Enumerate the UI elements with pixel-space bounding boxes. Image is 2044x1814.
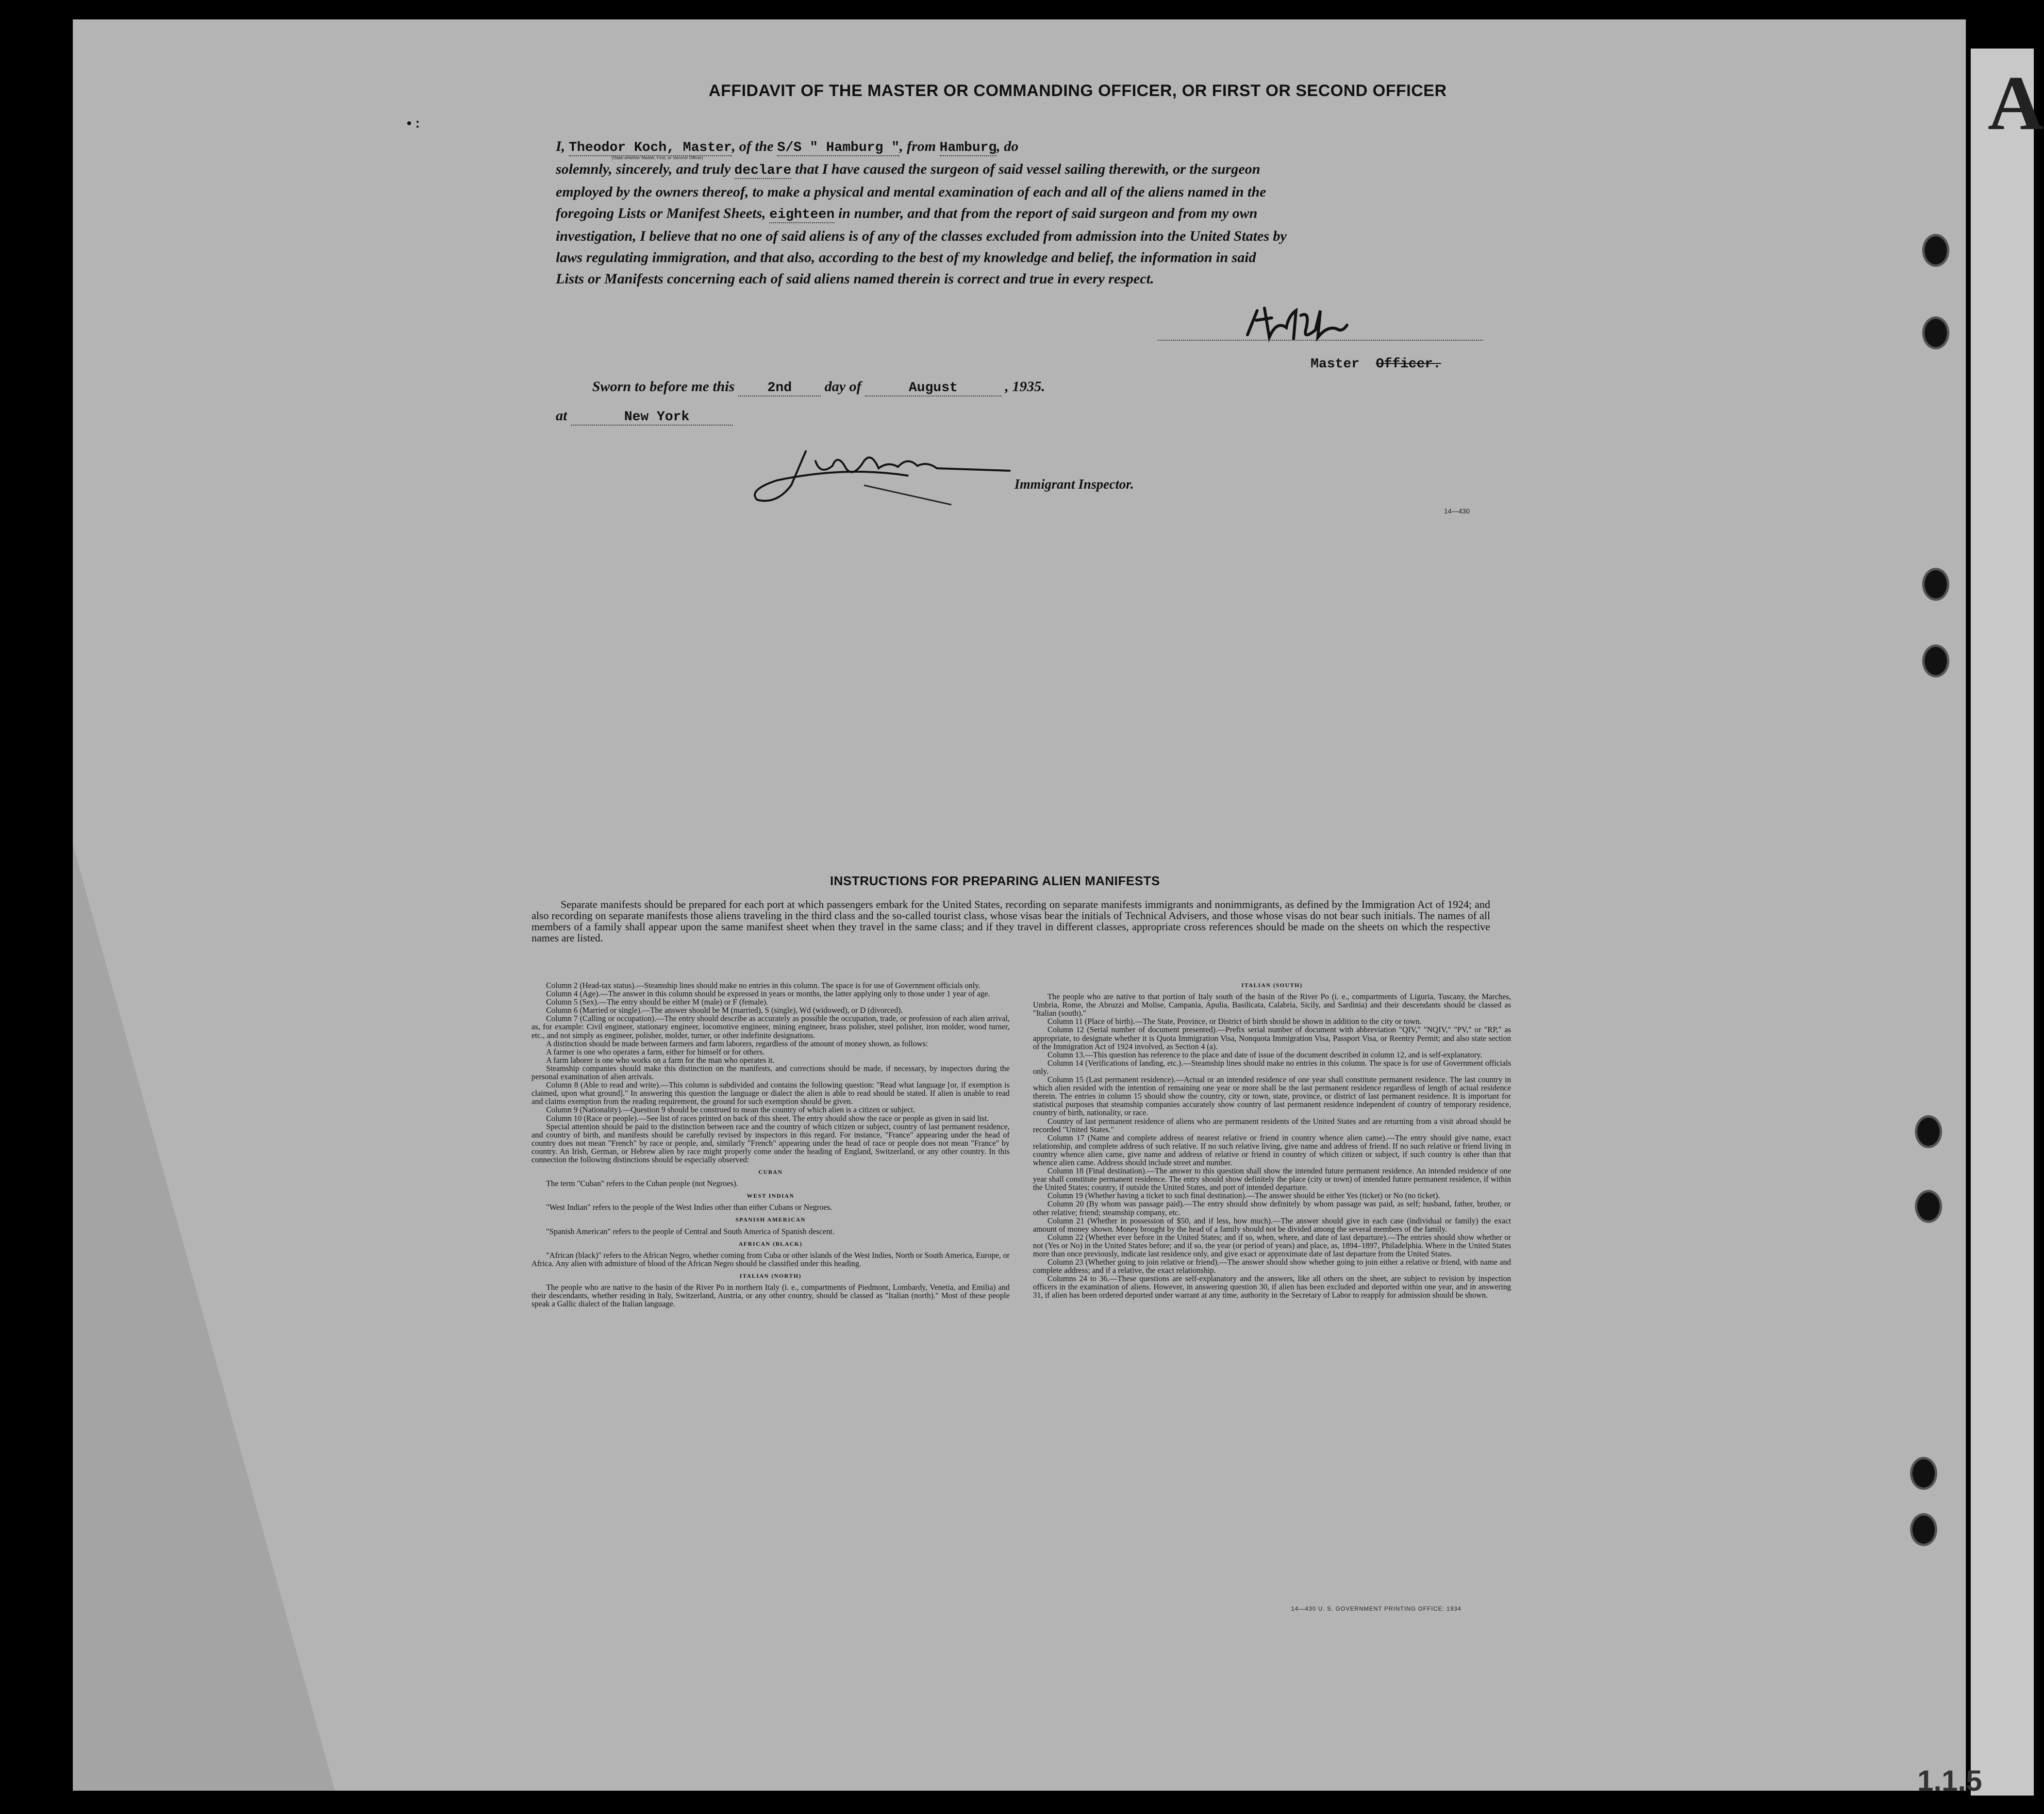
instruction-paragraph: Column 23 (Whether going to join relative or friend).—The answer should show whether going to join either a relative or friend, with name and complete address; and if a relative, the exact relationship. <box>1033 1257 1511 1275</box>
instruction-paragraph: Column 10 (Race or people).—See list of races printed on back of this sheet. The entry should show the race or people as given in said list. <box>546 1113 989 1123</box>
binder-hole-icon <box>1922 644 1949 677</box>
binder-hole-icon <box>1910 1513 1937 1546</box>
affidavit-line-3: employed by the owners thereof, to make a physical and mental examination of each and all of the aliens named in the <box>556 184 1266 200</box>
master-signature <box>1243 301 1388 345</box>
affidavit-line-7: Lists or Manifests concerning each of said aliens named therein is correct and true in every respect. <box>556 271 1154 287</box>
instruction-paragraph: A distinction should be made between farmers and farm laborers, regardless of the amount of money shown, as follows: <box>546 1039 928 1048</box>
instruction-paragraph: Column 17 (Name and complete address of nearest relative or friend in country whence alien came).—The entry should give name, exact relationship, and complete address of such relative. If no such relative living, give name and address of friend. If no such relative or friend living in country whence alien came, give name and address of relative or friend in country of which citizen or subject, if such country is other than that whence alien came. Address should include street and number. <box>1033 1133 1511 1167</box>
instruction-paragraph: The people who are native to that portion of Italy south of the basin of the River Po (i. e., compartments of Liguria, Tuscany, the Marches, Umbria, Rome, the Abruzzi and Molise, Campania, Apulia, Basilicata, Calabria, Sicily, and Sardinia) and their descendants should be classed as "Italian (south)." <box>1033 992 1511 1018</box>
instruction-paragraph: The term "Cuban" refers to the Cuban people (not Negroes). <box>546 1179 738 1188</box>
instruction-paragraph: Column 11 (Place of birth).—The State, Province, or District of birth should be shown in addition to the city or town. <box>1047 1017 1422 1026</box>
binder-hole-icon <box>1910 1457 1937 1490</box>
instructions-title: INSTRUCTIONS FOR PREPARING ALIEN MANIFESTS <box>830 874 1160 888</box>
instruction-paragraph: "Spanish American" refers to the people of Central and South America of Spanish descent. <box>546 1226 835 1236</box>
instruction-paragraph: "African (black)" refers to the African Negro, whether coming from Cuba or other islands of the West Indies, North or South America, Europe, or Africa. Any alien with admixture of blood of the African Negro should be classified under this heading. <box>532 1250 1010 1268</box>
sworn-text: , 19 <box>1001 379 1027 395</box>
affidavit-text: , from <box>899 138 940 154</box>
instruction-paragraph: Column 15 (Last permanent residence).—Actual or an intended residence of one year shall constitute permanent residence. The last country in which alien resided with the intention of remaining one year or more shall be the last permanent residence regardless of length of actual residence therein. The entries in column 15 should show the country, city or town, state, province, or district of last permanent residence. It is important for statistical purposes that steamship companies accurately show country of last permanent residence independent of country of temporary residence, country of birth, nationality, or race. <box>1033 1075 1511 1118</box>
sworn-year-field: 35. <box>1027 379 1045 395</box>
binder-hole-icon <box>1922 234 1949 267</box>
instruction-paragraph: Column 9 (Nationality).—Question 9 should be construed to mean the country of which alien is a citizen or subject. <box>546 1105 915 1115</box>
instruction-paragraph: Column 14 (Verifications of landing, etc.).—Steamship lines should make no entries in this column. The space is for use of Government officials only. <box>1033 1058 1511 1076</box>
instruction-paragraph: Column 7 (Calling or occupation).—The entry should describe as accurately as possible the occupation, trade, or profession of each alien arrival, as, for example: Civil engineer, stationary engineer, locomotive engineer, mining engineer, brass polisher, steel polisher, iron molder, wood turner, etc., and not simply as engineer, polisher, molder, turner, or other indefinite designations. <box>532 1014 1010 1040</box>
affidavit-text: , do <box>997 138 1019 154</box>
affidavit-text: I, <box>556 138 569 154</box>
master-name-field: Theodor Koch, Master <box>568 140 732 155</box>
section-heading-west-indian: WEST INDIAN <box>747 1192 795 1200</box>
instruction-paragraph: Column 4 (Age).—The answer in this column should be expressed in years or months, the latter applying only to those under 1 year of age. <box>546 989 990 999</box>
sworn-place-line <box>556 408 733 425</box>
adjacent-page-bottom-text: 1.1.5 <box>1917 1765 1982 1797</box>
margin-marks: • : <box>407 115 420 131</box>
sworn-line <box>592 379 1045 396</box>
instruction-paragraph: Columns 24 to 36.—These questions are self-explanatory and the answers, like all others on the sheet, are subject to revision by inspection officers in the examination of aliens. However, in answering question 30, if alien has been excluded and deported within one year, and in answering 31, if alien has been ordered deported under warrant at any time, authority in the Secretary of Labor to reapply for admission should be shown. <box>1033 1274 1511 1300</box>
instruction-paragraph: A farm laborer is one who works on a farm for the man who operates it. <box>546 1055 775 1065</box>
instruction-paragraph: Column 12 (Serial number of document presented).—Prefix serial number of document with abbreviation "QIV," "NQIV," "PV," or "RP," as appropriate, to designate whether it is Quota Immigration Visa, Nonquota Immigration Visa, Passport Visa, or Reentry Permit; and also state section of the Immigration Act of 1924 involved, as Section 4 (a). <box>1033 1025 1511 1051</box>
instructions-intro: Separate manifests should be prepared for each port at which passengers embark for the United States, recording on separate manifests immigrants and nonimmigrants, as defined by the Immigration Act of 1924; and also recording on separate manifests those aliens traveling in the third class and the so-called tourist class, whose visas bear the initials of Technical Advisers, and those whose visas do not bear such initials. The names of all members of a family shall appear upon the same manifest sheet when they travel in the same class; and if they travel in different classes, appropriate cross references should be made on the sheets on which the respective names are listed. <box>532 898 1490 944</box>
instruction-paragraph: Column 18 (Final destination).—The answer to this question shall show the intended future permanent residence. An intended residence of one year shall constitute permanent residence. The entry should show definitely the place (city or town) of intended future permanent residence, if within the United States; country, if outside the United States, and port of intended departure. <box>1033 1166 1511 1192</box>
signatory-title <box>1311 357 1441 372</box>
instruction-paragraph: Special attention should be paid to the distinction between race and the country of which citizen or subject, country of last permanent residence, and country of birth, and manifests should be carefully revised by inspectors in this regard. For instance, "France" appearing under the head of country does not mean "French" by race or people, and, similarly "French" appearing under the head of race or people does not mean "France" by country. An Irish, German, or Hebrew alien by race might properly come under the heading of England, Switzerland, or any other country. In this connection the following distinctions should be especially observed: <box>532 1121 1010 1164</box>
section-heading-african: AFRICAN (BLACK) <box>738 1240 803 1247</box>
signatory-title-officer: Officer. <box>1376 357 1441 372</box>
sworn-text: day of <box>821 379 865 395</box>
departure-port-field: Hamburg <box>939 140 997 155</box>
affidavit-line-6: laws regulating immigration, and that also, according to the best of my knowledge and belief, the information in said <box>556 249 1256 265</box>
instruction-paragraph: "West Indian" refers to the people of the West Indies other than either Cubans or Negroes. <box>546 1203 832 1212</box>
affidavit-title: AFFIDAVIT OF THE MASTER OR COMMANDING OFFICER, OR FIRST OR SECOND OFFICER <box>709 82 1447 100</box>
printing-office-footer: 14—430 U. S. GOVERNMENT PRINTING OFFICE: 1934 <box>1291 1605 1462 1612</box>
instruction-paragraph: Column 20 (By whom was passage paid).—The entry should show definitely by whom passage was paid, as self; husband, father, brother, or other relative; friend; steamship company, etc. <box>1033 1199 1511 1217</box>
binder-hole-icon <box>1915 1190 1942 1223</box>
instructions-right-column <box>1033 981 1511 1300</box>
affidavit-text: that I have caused the surgeon of said vessel sailing therewith, or the surgeon <box>791 161 1261 177</box>
section-heading-italian-south: ITALIAN (SOUTH) <box>1241 982 1303 989</box>
ship-name-field: S/S " Hamburg " <box>777 140 900 155</box>
instruction-paragraph: Steamship companies should make this distinction on the manifests, and corrections should be made, if necessary, by inspectors during the personal examination of alien arrivals. <box>532 1063 1010 1082</box>
instruction-paragraph: Column 5 (Sex).—The entry should be either M (male) or F (female). <box>546 997 768 1007</box>
sworn-day-field: 2nd <box>738 380 821 396</box>
adjacent-page-edge <box>1971 49 2034 1796</box>
binder-hole-icon <box>1915 1115 1942 1148</box>
sworn-place-field: New York <box>571 410 733 426</box>
declare-field: declare <box>734 163 792 178</box>
affidavit-line-5: investigation, I believe that no one of said aliens is of any of the classes excluded from admission into the United States by <box>556 228 1287 244</box>
instructions-left-column <box>532 981 1010 1308</box>
affidavit-text: solemnly, sincerely, and truly <box>556 161 734 177</box>
master-signature-line <box>1158 340 1483 341</box>
inspector-signature <box>748 432 1019 514</box>
sworn-text: Sworn to before me this <box>592 379 738 395</box>
affidavit-line-4 <box>556 203 1493 226</box>
instruction-paragraph: Country of last permanent residence of aliens who are permanent residents of the United States and are returning from a visit abroad should be recorded "United States." <box>1033 1116 1511 1134</box>
instruction-paragraph: Column 21 (Whether in possession of $50, and if less, how much).—The answer should give in each case (individual or family) the exact amount of money shown. Money brought by the head of a family should not be divided among the several members of the family. <box>1033 1216 1511 1234</box>
affidavit-text: , of the <box>731 138 778 154</box>
binder-hole-icon <box>1922 316 1949 349</box>
sheet-count-field: eighteen <box>769 207 835 222</box>
instruction-paragraph: Column 22 (Whether ever before in the United States; and if so, when, where, and date of last departure).—The entries should show whether or not (Yes or No) in the United States before; and if so, the year (or period of years) and place, as, 1894–1897, Philadelphia. Where in the United States more than once previously, indicate last residence only, and give exact or approximate date of last departure from the United States. <box>1033 1232 1511 1258</box>
instruction-paragraph: Column 13.—This question has reference to the place and date of issue of the document described in column 12, and is self-explanatory. <box>1047 1050 1482 1059</box>
signatory-title-master: Master <box>1311 357 1360 372</box>
form-number: 14—430 <box>1444 507 1470 515</box>
sworn-month-field: August <box>865 380 1001 396</box>
instruction-paragraph: The people who are native to the basin of the River Po in northern Italy (i. e., compartments of Piedmont, Lombardy, Venetia, and Emilia) and their descendants, whether residing in Italy, Switzerland, Austria, or any other country, should be classed as "Italian (north)." Most of these people speak a Gallic dialect of the Italian language. <box>532 1283 1010 1309</box>
rank-note: (State whether Master, First, or Second Officer) <box>612 155 703 160</box>
instruction-paragraph: A farmer is one who operates a farm, either for himself or for others. <box>546 1047 765 1056</box>
affidavit-text: in number, and that from the report of said surgeon and from my own <box>834 205 1258 221</box>
instruction-paragraph: Column 8 (Able to read and write).—This column is subdivided and contains the following question: "Read what language [or, if exemption is claimed, upon what ground]." In answering this question the language or dialect the alien is able to read should be stated. If alien is unable to read and claims exemption from the reading requirement, the ground for such exemption should be given. <box>532 1080 1010 1106</box>
inspector-label: Immigrant Inspector. <box>1014 477 1134 492</box>
affidavit-line-2 <box>556 159 1493 181</box>
section-heading-cuban: CUBAN <box>758 1169 783 1176</box>
binder-hole-icon <box>1922 568 1949 601</box>
instruction-paragraph: Column 19 (Whether having a ticket to such final destination).—The answer should be either Yes (ticket) or No (no ticket). <box>1047 1191 1440 1201</box>
section-heading-italian-north: ITALIAN (NORTH) <box>739 1272 802 1279</box>
affidavit-text: foregoing Lists or Manifest Sheets, <box>556 205 770 221</box>
page-fold-shadow <box>73 844 335 1791</box>
instruction-paragraph: Column 2 (Head-tax status).—Steamship lines should make no entries in this column. The space is for use of Government officials only. <box>546 981 980 990</box>
sworn-text: at <box>556 408 571 424</box>
adjacent-page-letter: A <box>1988 60 2044 146</box>
instruction-paragraph: Column 6 (Married or single).—The answer should be M (married), S (single), Wd (widowed), or D (divorced). <box>546 1006 903 1015</box>
section-heading-spanish-american: SPANISH AMERICAN <box>735 1216 806 1223</box>
